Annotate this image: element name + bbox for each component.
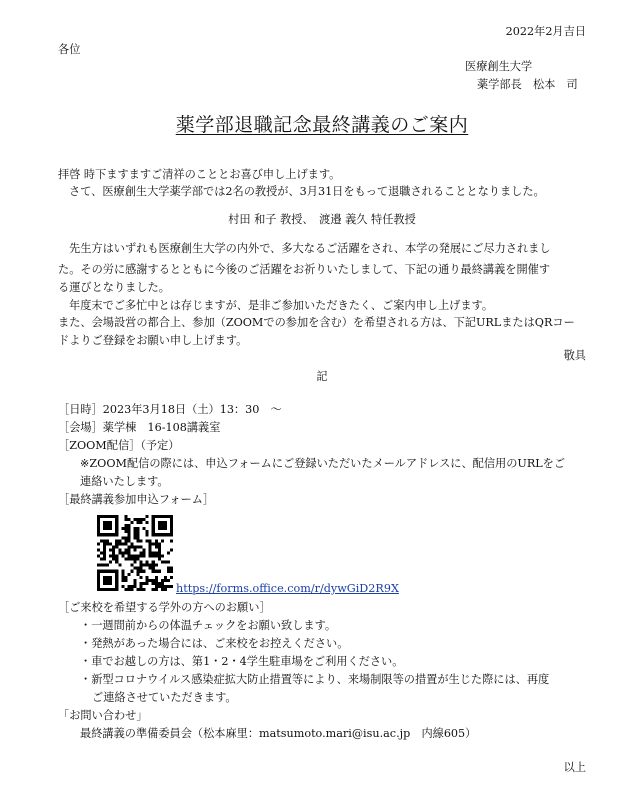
visitor-request-item: ・発熱があった場合には、ご来校をお控えください。	[80, 637, 349, 650]
visitor-request-item-continuation: ご連絡させていただきます。	[92, 691, 237, 704]
zoom-note-line-1: ※ZOOM配信の際には、申込フォームにご登録いただいたメールアドレスに、配信用のURLをご	[80, 457, 566, 470]
visitor-request-item: ・車でお越しの方は、第1・2・4学生駐車場をご利用ください。	[80, 655, 404, 668]
inquiry-heading: 「お問い合わせ」	[58, 709, 148, 722]
closing-ijou: 以上	[563, 761, 586, 774]
event-datetime: ［日時］2023年3月18日（土）13：30 ～	[58, 403, 282, 416]
body-paragraph-3-line-1: また、会場設営の都合上、参加（ZOOMでの参加を含む）を希望される方は、下記URLまたはQRコー	[58, 316, 575, 329]
document-date: 2022年2月吉日	[505, 25, 586, 38]
sender-organization: 医療創生大学	[465, 60, 533, 73]
addressee: 各位	[58, 43, 81, 56]
document-title: 薬学部退職記念最終講義のご案内	[175, 114, 469, 136]
body-paragraph-2: 年度末でご多忙中とは存じますが、是非ご参加いただきたく、ご案内申し上げます。	[69, 299, 494, 312]
body-paragraph-1-line-1: 先生方はいずれも医療創生大学の内外で、多大なるご活躍をされ、本学の発展にご尽力されまし	[69, 242, 551, 255]
greeting-line: 拝啓 時下ますますご清祥のこととお喜び申し上げます。	[58, 168, 341, 181]
zoom-note-line-2: 連絡いたします。	[80, 475, 169, 488]
announcement-line: さて、医療創生大学薬学部では2名の教授が、3月31日をもって退職されることとなりました。	[69, 185, 545, 198]
ki-label: 記	[316, 370, 328, 383]
visitor-request-item: ・一週間前からの体温チェックをお願い致します。	[80, 619, 337, 632]
zoom-delivery: ［ZOOM配信］（予定）	[58, 439, 180, 452]
retiring-professors: 村田 和子 教授、 渡邉 義久 特任教授	[228, 213, 416, 226]
form-url-link[interactable]: https://forms.office.com/r/dywGiD2R9X	[176, 582, 399, 595]
body-paragraph-1-line-3: る運びとなりました。	[58, 281, 170, 294]
visitor-requests-heading: ［ご来校を希望する学外の方へのお願い］	[58, 601, 271, 614]
event-venue: ［会場］薬学棟 16-108講義室	[58, 421, 221, 434]
qr-code-icon[interactable]	[97, 515, 173, 591]
visitor-request-item: ・新型コロナウイルス感染症拡大防止措置等により、来場制限等の措置が生じた際には、再度	[80, 673, 550, 686]
sender-person: 薬学部長 松本 司	[477, 78, 578, 91]
body-paragraph-3-line-2: ドよりご登録をお願い申し上げます。	[58, 334, 248, 347]
body-paragraph-1-line-2: た。その労に感謝するとともに今後のご活躍をお祈りいたしまして、下記の通り最終講義を開催す	[58, 263, 551, 276]
form-heading: ［最終講義参加申込フォーム］	[58, 493, 215, 506]
closing-keigu: 敬具	[563, 349, 586, 362]
inquiry-contact: 最終講義の準備委員会（松本麻里：matsumoto.mari@isu.ac.jp 内線605）	[80, 727, 477, 740]
